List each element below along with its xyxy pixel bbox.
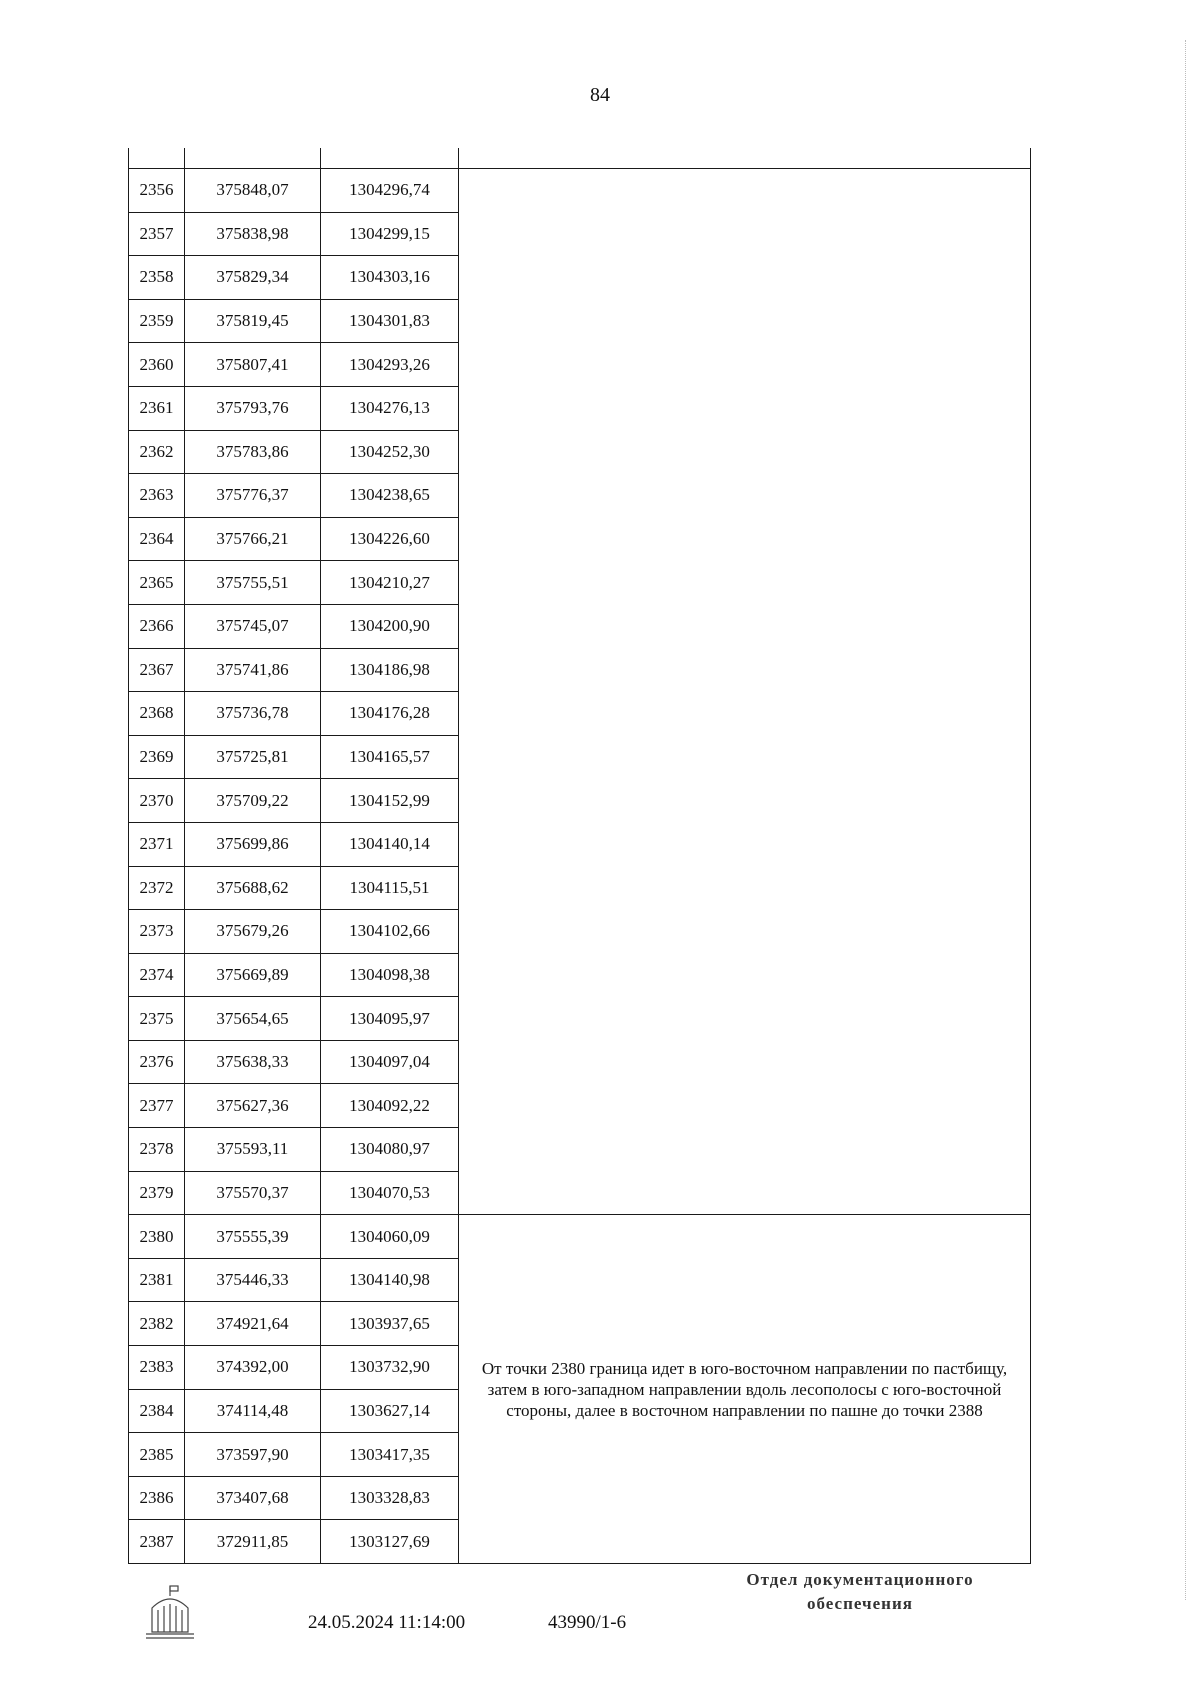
cell-x: 375776,37	[185, 474, 321, 518]
cell-x: 375838,98	[185, 212, 321, 256]
cell-x: 375593,11	[185, 1128, 321, 1172]
table-header-row	[129, 148, 1031, 169]
cell-x: 375709,22	[185, 779, 321, 823]
cell-y: 1304176,28	[321, 692, 459, 736]
coordinates-table-body	[129, 148, 1031, 1564]
cell-num: 2377	[129, 1084, 185, 1128]
footer-department-stamp: Отдел документационного обеспечения	[746, 1570, 974, 1613]
table-row	[129, 1215, 1031, 1259]
cell-num: 2385	[129, 1433, 185, 1477]
cell-num: 2371	[129, 822, 185, 866]
header-cell-x	[185, 148, 321, 169]
cell-x: 372911,85	[185, 1520, 321, 1564]
cell-x: 375766,21	[185, 517, 321, 561]
cell-x: 374114,48	[185, 1389, 321, 1433]
cell-x: 375679,26	[185, 910, 321, 954]
cell-y: 1304098,38	[321, 953, 459, 997]
cell-y: 1303937,65	[321, 1302, 459, 1346]
cell-y: 1304186,98	[321, 648, 459, 692]
cell-y: 1304226,60	[321, 517, 459, 561]
cell-num: 2372	[129, 866, 185, 910]
description-cell-empty	[459, 169, 1031, 1215]
cell-y: 1304070,53	[321, 1171, 459, 1215]
footer-document-id: 43990/1-6	[548, 1612, 627, 1633]
cell-y: 1304140,14	[321, 822, 459, 866]
cell-y: 1304115,51	[321, 866, 459, 910]
cell-y: 1304080,97	[321, 1128, 459, 1172]
header-cell-description	[459, 148, 1031, 169]
cell-num: 2365	[129, 561, 185, 605]
cell-num: 2387	[129, 1520, 185, 1564]
cell-x: 373597,90	[185, 1433, 321, 1477]
cell-x: 375793,76	[185, 386, 321, 430]
cell-x: 375638,33	[185, 1040, 321, 1084]
cell-x: 375699,86	[185, 822, 321, 866]
cell-num: 2381	[129, 1258, 185, 1302]
cell-y: 1304210,27	[321, 561, 459, 605]
cell-num: 2376	[129, 1040, 185, 1084]
cell-x: 375829,34	[185, 256, 321, 300]
footer-date: 24.05.2024 11:14:00	[308, 1612, 466, 1633]
cell-y: 1304200,90	[321, 604, 459, 648]
cell-x: 375819,45	[185, 299, 321, 343]
cell-y: 1304165,57	[321, 735, 459, 779]
cell-num: 2358	[129, 256, 185, 300]
cell-y: 1303328,83	[321, 1476, 459, 1520]
cell-x: 375741,86	[185, 648, 321, 692]
cell-x: 375755,51	[185, 561, 321, 605]
cell-x: 375627,36	[185, 1084, 321, 1128]
cell-num: 2367	[129, 648, 185, 692]
cell-y: 1304095,97	[321, 997, 459, 1041]
cell-num: 2373	[129, 910, 185, 954]
cell-y: 1304097,04	[321, 1040, 459, 1084]
cell-y: 1304299,15	[321, 212, 459, 256]
cell-x: 374921,64	[185, 1302, 321, 1346]
cell-y: 1303127,69	[321, 1520, 459, 1564]
cell-x: 375783,86	[185, 430, 321, 474]
cell-x: 375669,89	[185, 953, 321, 997]
cell-y: 1304296,74	[321, 169, 459, 213]
cell-num: 2384	[129, 1389, 185, 1433]
cell-num: 2378	[129, 1128, 185, 1172]
cell-num: 2363	[129, 474, 185, 518]
cell-num: 2362	[129, 430, 185, 474]
cell-num: 2383	[129, 1346, 185, 1390]
cell-num: 2368	[129, 692, 185, 736]
cell-x: 375745,07	[185, 604, 321, 648]
cell-num: 2374	[129, 953, 185, 997]
cell-y: 1303732,90	[321, 1346, 459, 1390]
cell-x: 374392,00	[185, 1346, 321, 1390]
cell-y: 1304092,22	[321, 1084, 459, 1128]
cell-y: 1304303,16	[321, 256, 459, 300]
cell-x: 375688,62	[185, 866, 321, 910]
cell-y: 1304252,30	[321, 430, 459, 474]
cell-num: 2360	[129, 343, 185, 387]
coordinates-table	[128, 148, 1031, 1564]
scan-margin-marks	[1185, 40, 1196, 1600]
cell-x: 375807,41	[185, 343, 321, 387]
cell-y: 1304293,26	[321, 343, 459, 387]
cell-num: 2359	[129, 299, 185, 343]
cell-y: 1303417,35	[321, 1433, 459, 1477]
cell-num: 2386	[129, 1476, 185, 1520]
cell-num: 2356	[129, 169, 185, 213]
cell-x: 375848,07	[185, 169, 321, 213]
cell-num: 2370	[129, 779, 185, 823]
cell-num: 2357	[129, 212, 185, 256]
cell-num: 2369	[129, 735, 185, 779]
cell-num: 2366	[129, 604, 185, 648]
cell-x: 375570,37	[185, 1171, 321, 1215]
cell-x: 375446,33	[185, 1258, 321, 1302]
page-number: 84	[590, 84, 610, 106]
table-row	[129, 169, 1031, 213]
header-cell-num	[129, 148, 185, 169]
cell-y: 1303627,14	[321, 1389, 459, 1433]
cell-x: 375555,39	[185, 1215, 321, 1259]
emblem-seal-icon	[142, 1582, 198, 1642]
cell-num: 2382	[129, 1302, 185, 1346]
cell-x: 375654,65	[185, 997, 321, 1041]
cell-num: 2375	[129, 997, 185, 1041]
cell-x: 373407,68	[185, 1476, 321, 1520]
cell-x: 375725,81	[185, 735, 321, 779]
cell-y: 1304238,65	[321, 474, 459, 518]
cell-num: 2361	[129, 386, 185, 430]
cell-y: 1304276,13	[321, 386, 459, 430]
boundary-description: От точки 2380 граница идет в юго-восточном направлении по пастбищу, затем в юго-западном направлении вдоль лесополосы с юго-восточной стороны, далее в восточном направлении по пашне до точки 2388	[459, 1215, 1031, 1564]
cell-y: 1304102,66	[321, 910, 459, 954]
cell-num: 2380	[129, 1215, 185, 1259]
cell-num: 2364	[129, 517, 185, 561]
cell-y: 1304140,98	[321, 1258, 459, 1302]
cell-y: 1304060,09	[321, 1215, 459, 1259]
cell-y: 1304301,83	[321, 299, 459, 343]
cell-x: 375736,78	[185, 692, 321, 736]
cell-num: 2379	[129, 1171, 185, 1215]
cell-y: 1304152,99	[321, 779, 459, 823]
header-cell-y	[321, 148, 459, 169]
